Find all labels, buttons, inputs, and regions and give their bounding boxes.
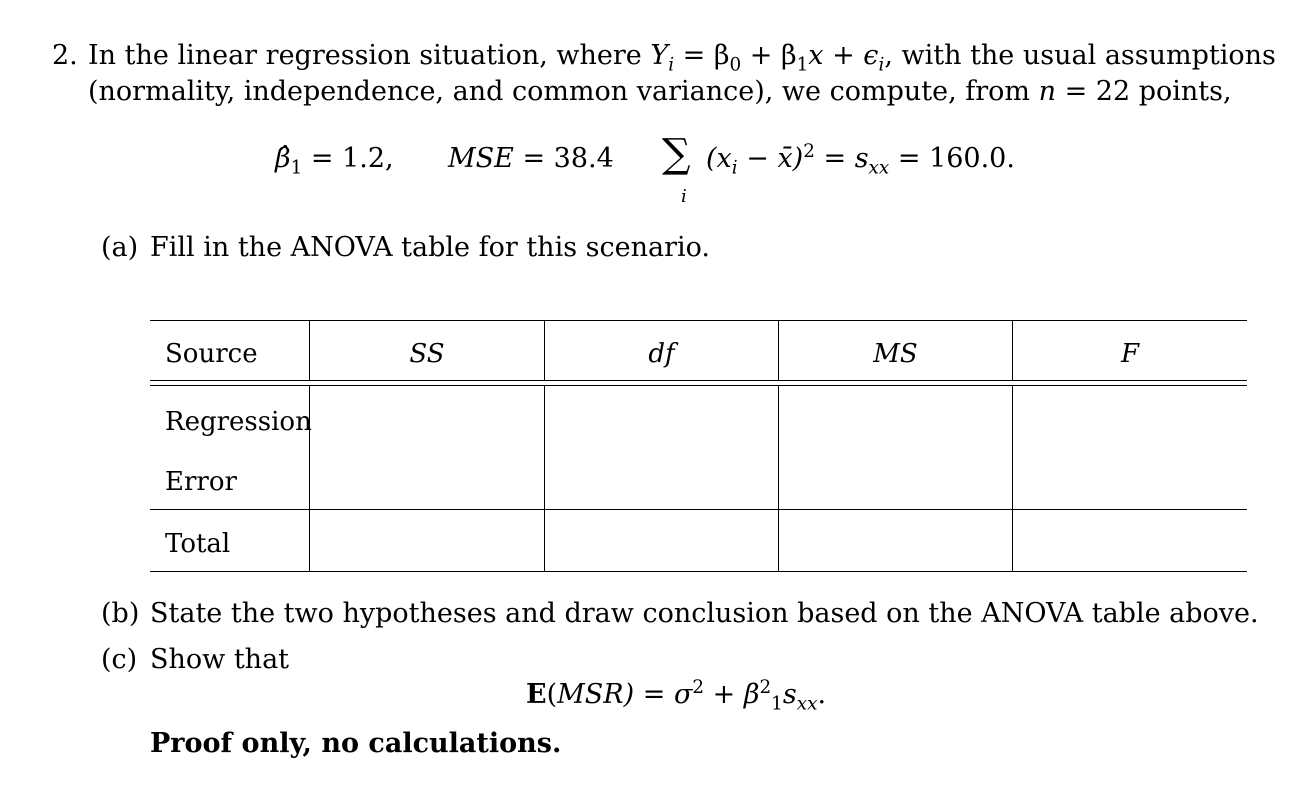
sum-index: i (681, 186, 687, 207)
proof-note: Proof only, no calculations. (150, 728, 562, 759)
header-source: Source (165, 339, 258, 369)
sum-icon: ∑ (662, 131, 691, 177)
part-b-text: State the two hypotheses and draw conclusion based on the ANOVA table above. (150, 598, 1259, 629)
problem-line-1 (88, 40, 1276, 76)
model-equation: $Y_i = \beta_0 + \beta_1x + \epsilon_i$, (650, 40, 893, 76)
problem-number: 2. (52, 40, 78, 71)
sxx-given: ($x_i$ − x̄)$^2$ = $s_{xx} = 160.0$. (706, 141, 1015, 179)
row-error: Error (165, 467, 237, 497)
header-f: F (1120, 339, 1140, 369)
n-value: = 22 points, (1064, 76, 1232, 107)
problem-line-2-text: (normality, independence, and common variance), we compute, from (88, 76, 1031, 107)
part-a-text: Fill in the ANOVA table for this scenario. (150, 232, 710, 263)
part-b-label: (b) (101, 598, 140, 629)
part-c-text: Show that (150, 644, 290, 675)
row-regression: Regression (165, 407, 312, 437)
mse-given: MSE = 38.4 (448, 143, 614, 174)
n-symbol: n (1038, 76, 1056, 107)
problem-line-1-tail: with the usual assumptions (901, 40, 1276, 71)
part-c-label: (c) (101, 644, 138, 675)
problem-line-2 (88, 76, 1232, 107)
header-ss: SS (409, 339, 445, 369)
problem-line-1-text: In the linear regression situation, where (88, 40, 642, 71)
expected-msr-equation: $E(MSR) = \sigma^2 + \beta^2_1s_{xx}$. (526, 677, 827, 715)
part-a-label: (a) (101, 232, 139, 263)
header-df: df (648, 339, 675, 369)
beta1-given: $\betâ_1 = 1.2$, (275, 143, 394, 179)
row-total: Total (165, 529, 231, 559)
header-ms: MS (873, 339, 918, 369)
